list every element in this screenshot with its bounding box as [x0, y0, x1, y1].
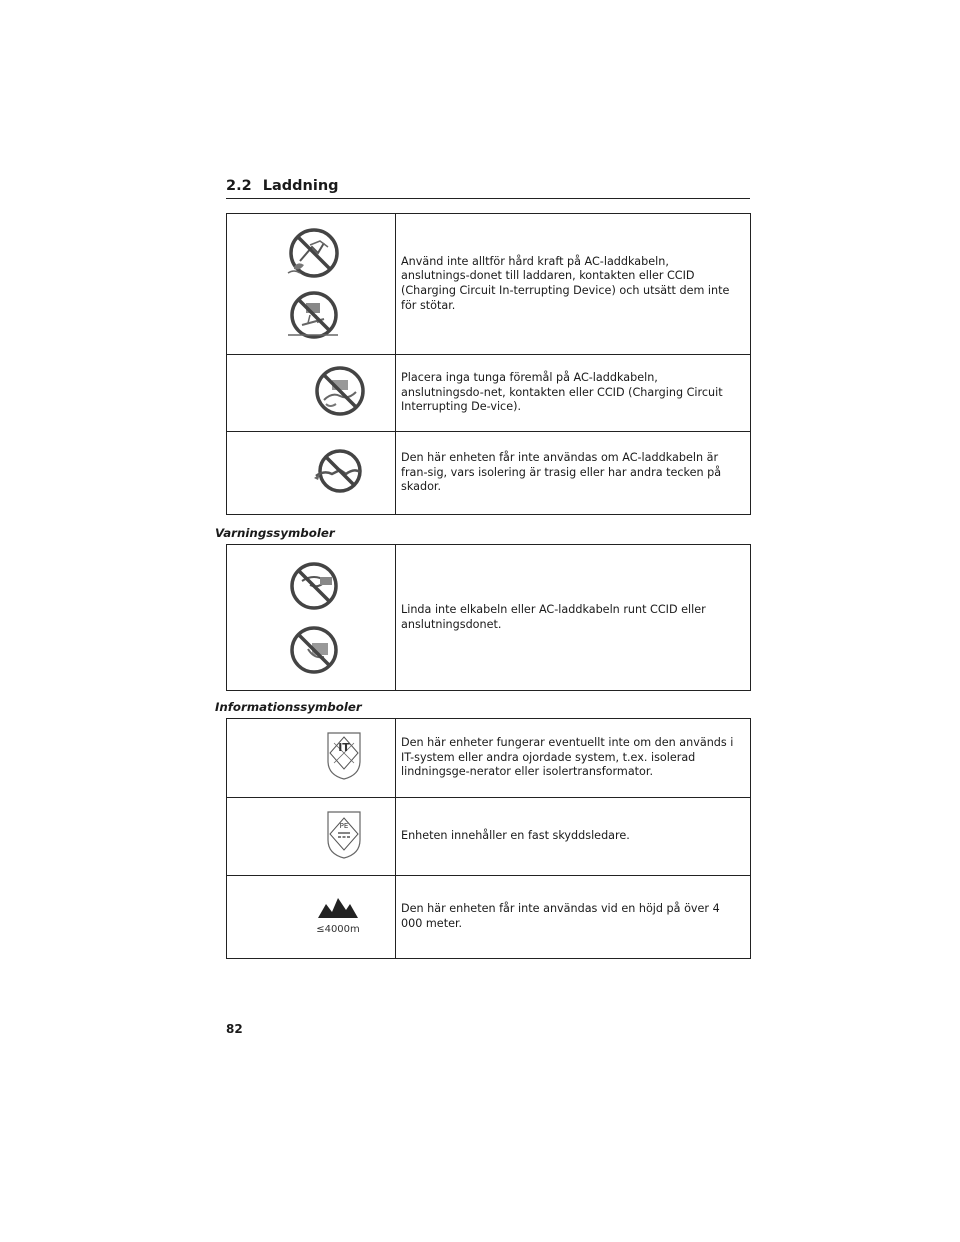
no-force-icon — [284, 225, 342, 283]
section-title — [226, 178, 750, 199]
warning-symbols-heading: Varningssymboler — [215, 526, 335, 540]
no-heavy-objects-icon — [310, 362, 368, 420]
warning-table — [226, 544, 751, 691]
no-impact-icon — [284, 289, 342, 343]
table-row — [227, 214, 751, 355]
table-cell-text: Den här enheten får inte användas vid en höjd på över 4 000 meter. — [396, 876, 751, 959]
no-damaged-cable-icon — [310, 446, 368, 496]
table-cell-text: Använd inte alltför hård kraft på AC-laddkabeln, anslutnings-donet till laddaren, kontakten eller CCID (Charging Circuit In-terrupting Device) och utsätt dem inte för stötar. — [396, 214, 751, 355]
it-label: IT — [337, 741, 350, 754]
altitude-icon — [308, 892, 368, 938]
table-row — [227, 876, 751, 959]
no-wrap-ccid-icon — [284, 623, 342, 677]
pe-label: PE — [339, 821, 348, 830]
table-row — [227, 719, 751, 798]
table-cell-text: Linda inte elkabeln eller AC-laddkabeln runt CCID eller anslutningsdonet. — [396, 545, 751, 691]
table-row — [227, 432, 751, 515]
no-wrap-cable-icon — [284, 559, 342, 613]
information-table — [226, 718, 751, 959]
section-number: 2.2 — [226, 178, 252, 194]
table-cell-text: Placera inga tunga föremål på AC-laddkabeln, anslutningsdo-net, kontakten eller CCID (Charging Circuit Interrupting De-vice). — [396, 355, 751, 432]
altitude-label: ≤4000m — [316, 924, 360, 935]
section-name: Laddning — [262, 178, 339, 194]
table-row — [227, 355, 751, 432]
protective-earth-icon — [326, 810, 362, 860]
table-cell-text: Den här enheten får inte användas om AC-laddkabeln är fran-sig, vars isolering är trasig eller har andra tecken på skador. — [396, 432, 751, 515]
table-row — [227, 798, 751, 876]
prohibition-table — [226, 213, 751, 515]
it-system-icon — [326, 731, 362, 781]
information-symbols-heading: Informationssymboler — [215, 700, 362, 714]
table-row — [227, 545, 751, 691]
table-cell-text: Den här enheter fungerar eventuellt inte om den används i IT-system eller andra ojordade system, t.ex. isolerad lindningsge-nerator eller isolertransformator. — [396, 719, 751, 798]
table-cell-text: Enheten innehåller en fast skyddsledare. — [396, 798, 751, 876]
page-number: 82 — [226, 1022, 243, 1036]
